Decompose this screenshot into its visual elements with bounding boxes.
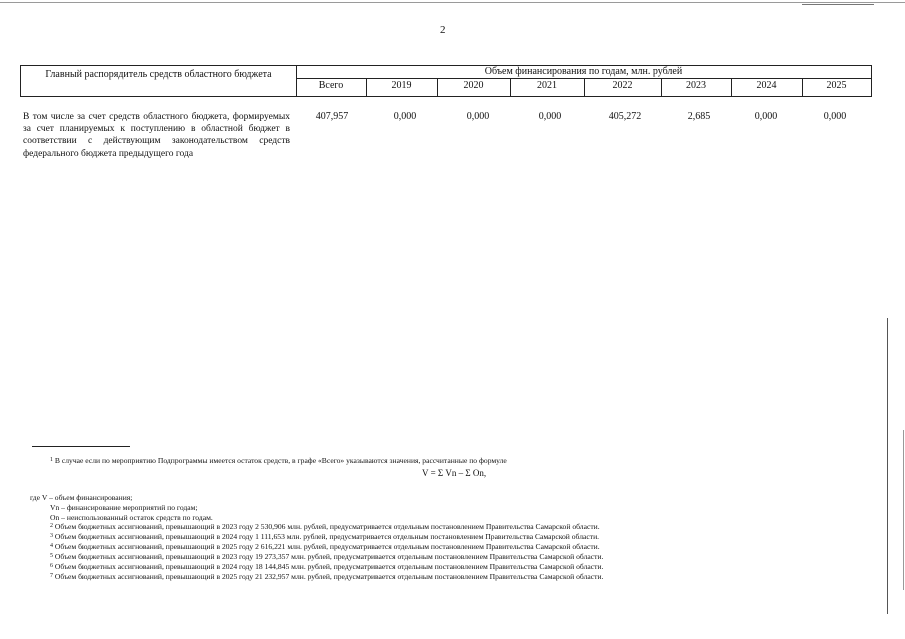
footnote-separator — [32, 446, 130, 447]
corner-scan-mark — [802, 4, 874, 5]
table-header — [20, 65, 872, 97]
footnote-6: $^6$ Объем бюджетных ассигнований, превышающий в 2024 году 18 144,845 млн. рублей, предусматривается отдельным постановлением Правительства Самарской области. — [50, 562, 604, 571]
col-header-total: Всего — [318, 80, 344, 91]
value-total: 407,957 — [315, 111, 349, 122]
col-header-2019: 2019 — [391, 80, 412, 91]
value-2024: 0,000 — [754, 111, 778, 122]
col-header-group: Объем финансирования по годам, млн. рублей — [484, 66, 683, 77]
footnote-5: $^5$ Объем бюджетных ассигнований, превышающий в 2023 году 19 273,357 млн. рублей, предусматривается отдельным постановлением Правительства Самарской области. — [50, 552, 604, 561]
row-label: В том числе за счет средств областного бюджета, формируемых за счет планируемых к поступлению в областной бюджет в соответствии с действующим законодательством средств федерального бюджета предыдущего года — [23, 112, 290, 159]
footnote-on: On – неиспользованный остаток средств по годам. — [50, 513, 213, 522]
value-2020: 0,000 — [466, 111, 490, 122]
footnote-7: $^7$ Объем бюджетных ассигнований, превышающий в 2025 году 21 232,957 млн. рублей, предусматривается отдельным постановлением Правительства Самарской области. — [50, 572, 604, 581]
footnote-2: $^2$ Объем бюджетных ассигнований, превышающий в 2023 году 2 530,906 млн. рублей, предусматривается отдельным постановлением Правительства Самарской области. — [50, 522, 600, 531]
footnote-vn: Vn – финансирование мероприятий по годам; — [50, 503, 198, 512]
value-2019: 0,000 — [393, 111, 417, 122]
col-header-2023: 2023 — [686, 80, 706, 91]
col-header-2020: 2020 — [463, 80, 484, 91]
col-header-2021: 2021 — [537, 80, 557, 91]
col-header-2025: 2025 — [826, 80, 847, 91]
footnote-where: где V – объем финансирования; — [30, 493, 133, 502]
top-scan-edge — [0, 2, 905, 3]
col-header-main: Главный распорядитель средств областного бюджета — [45, 69, 272, 80]
value-2025: 0,000 — [823, 111, 847, 122]
col-header-2022: 2022 — [612, 80, 633, 91]
right-scan-edge-outer — [903, 430, 904, 590]
footnote-4: $^4$ Объем бюджетных ассигнований, превышающий в 2025 году 2 616,221 млн. рублей, предусматривается отдельным постановлением Правительства Самарской области. — [50, 542, 600, 551]
footnote-3: $^3$ Объем бюджетных ассигнований, превышающий в 2024 году 1 111,653 млн. рублей, предусматривается отдельным постановлением Правительства Самарской области. — [50, 532, 600, 541]
col-header-2024: 2024 — [756, 80, 777, 91]
value-2022: 405,272 — [608, 111, 642, 122]
formula: V = Σ Vn – Σ On, — [422, 468, 487, 478]
value-2023: 2,685 — [687, 111, 711, 122]
value-2021: 0,000 — [538, 111, 562, 122]
page-number: 2 — [440, 24, 446, 36]
right-scan-edge — [887, 318, 888, 614]
footnote-1: $^1$ В случае если по мероприятию Подпрограммы имеется остаток средств, в графе «Всего» указываются значения, рассчитанные по формуле — [50, 456, 507, 465]
